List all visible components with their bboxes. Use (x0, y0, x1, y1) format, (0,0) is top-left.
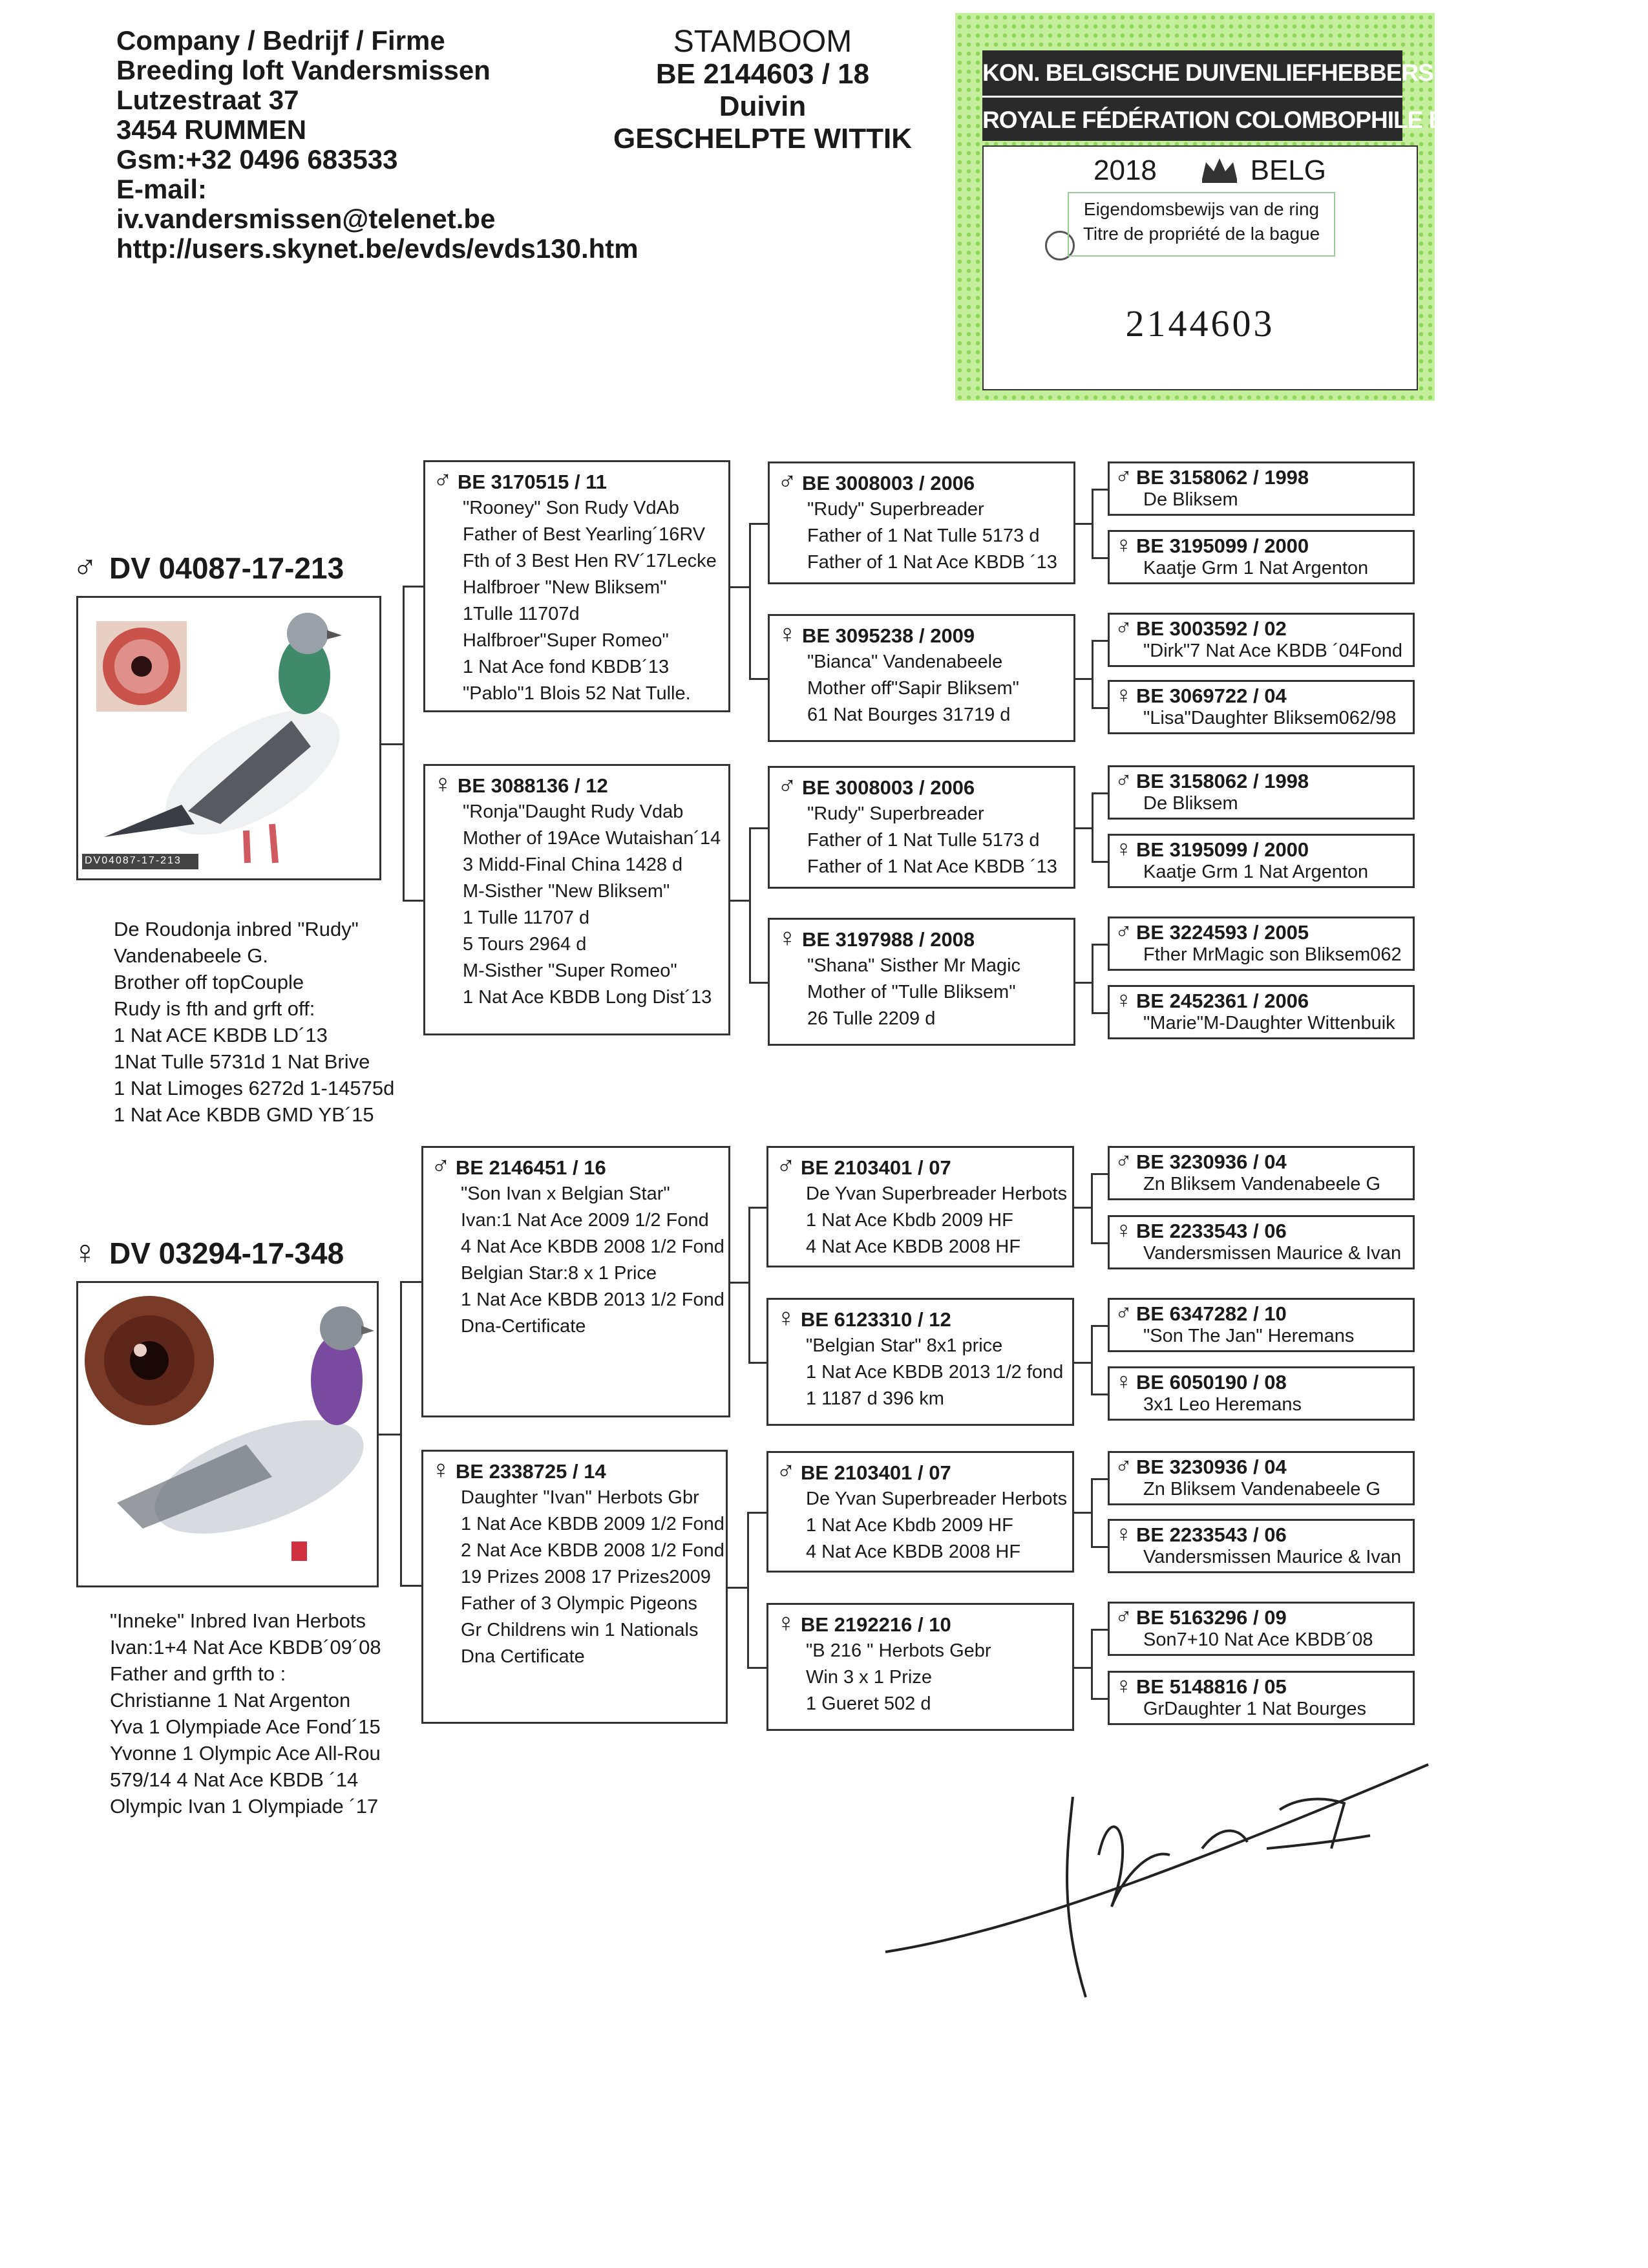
box-line: Kaatje Grm 1 Nat Argenton (1143, 558, 1369, 578)
female-symbol-icon: ♀ (776, 1609, 796, 1637)
pedigree-connector (1092, 944, 1093, 1012)
box-title (1115, 1218, 1409, 1242)
father-note-line: Vandenabeele G. (114, 944, 269, 967)
sire-box (423, 460, 730, 712)
ring-year: 2018 (1093, 154, 1157, 186)
mother-note-line: Christianne 1 Nat Argenton (110, 1689, 351, 1712)
female-symbol-icon: ♀ (1115, 681, 1132, 708)
male-symbol-icon: ♂ (1115, 767, 1132, 793)
pedigree-connector (749, 523, 768, 525)
company-line[interactable]: http://users.skynet.be/evds/evds130.htm (116, 233, 639, 264)
pedigree-connector (1091, 1478, 1093, 1546)
mother-note-line: Yvonne 1 Olympic Ace All-Rou (110, 1742, 381, 1765)
box-line: M-Sisther "Super Romeo" (463, 960, 677, 981)
company-line: Lutzestraat 37 (116, 85, 299, 115)
box-line: "Dirk"7 Nat Ace KBDB ´04Fond (1143, 641, 1402, 661)
mother-note-line: Father and grfth to : (110, 1662, 286, 1685)
box-title (1115, 683, 1409, 707)
pedigree-connector (730, 900, 749, 902)
pedigree-connector (1092, 792, 1108, 794)
pedigree-connector (730, 1282, 748, 1284)
pedigree-connector (1075, 678, 1092, 680)
pedigree-connector (400, 1281, 402, 1585)
box-ring: BE 3195099 / 2000 (1136, 838, 1309, 861)
box-line: "Bianca" Vandenabeele (807, 652, 1003, 672)
pedigree-header (582, 26, 944, 155)
box-title (776, 1610, 1067, 1638)
pigeon-mother-image (78, 1283, 377, 1585)
pedigree-connector (1091, 1173, 1108, 1175)
company-line[interactable]: iv.vandersmissen@telenet.be (116, 204, 496, 234)
box-line: 1 Nat Ace KBDB 2013 1/2 Fond (461, 1289, 724, 1310)
box-line: Vandersmissen Maurice & Ivan (1143, 1243, 1402, 1264)
box-ring: BE 3158062 / 1998 (1136, 466, 1309, 489)
box-ring: BE 6123310 / 12 (801, 1308, 951, 1331)
pedigree-connector (400, 1281, 421, 1283)
pedigree-connector (747, 1512, 749, 1667)
box-ring: BE 3095238 / 2009 (802, 624, 975, 647)
male-symbol-icon: ♂ (1115, 1452, 1132, 1479)
box-title (1115, 1454, 1409, 1478)
grandsire-box (766, 1146, 1074, 1267)
box-line: 19 Prizes 2008 17 Prizes2009 (461, 1567, 711, 1587)
box-line: Zn Bliksem Vandenabeele G (1143, 1174, 1381, 1194)
pedigree-connector (748, 1207, 766, 1209)
pedigree-connector (749, 827, 751, 982)
box-line: Daughter "Ivan" Herbots Gbr (461, 1487, 699, 1508)
box-ring: BE 3008003 / 2006 (802, 472, 975, 494)
box-line: De Bliksem (1143, 489, 1238, 510)
pedigree-connector (1074, 1362, 1091, 1364)
box-line: "Son Ivan x Belgian Star" (461, 1183, 670, 1204)
box-line: 3x1 Leo Heremans (1143, 1394, 1302, 1415)
father-photo (76, 596, 381, 880)
pedigree-connector (1091, 1242, 1108, 1244)
box-line: 4 Nat Ace KBDB 2008 HF (806, 1236, 1021, 1257)
box-line: Belgian Star:8 x 1 Price (461, 1263, 657, 1284)
male-symbol-icon: ♂ (777, 467, 797, 496)
pedigree-connector (747, 1512, 766, 1514)
box-line: 26 Tulle 2209 d (807, 1008, 936, 1029)
female-symbol-icon: ♀ (777, 620, 797, 648)
pigeon-ring: BE 2144603 / 18 (655, 58, 870, 90)
ring-country: BELG (1250, 154, 1326, 186)
box-line: De Bliksem (1143, 793, 1238, 814)
box-line: 1 Nat Ace fond KBDB´13 (463, 657, 670, 677)
great-granddam-box (1108, 1671, 1415, 1725)
male-symbol-icon: ♂ (777, 772, 797, 800)
pedigree-connector (1091, 1325, 1093, 1394)
box-ring: BE 3230936 / 04 (1136, 1456, 1287, 1478)
box-ring: BE 6347282 / 10 (1136, 1302, 1287, 1325)
mother-notes (110, 1607, 381, 1819)
box-ring: BE 3069722 / 04 (1136, 684, 1287, 707)
pedigree-connector (1074, 1667, 1091, 1669)
box-line: Zn Bliksem Vandenabeele G (1143, 1479, 1381, 1500)
pedigree-connector (403, 586, 424, 588)
male-symbol-icon: ♂ (1115, 1147, 1132, 1174)
box-line: 1 1187 d 396 km (806, 1388, 944, 1409)
box-line: M-Sisther "New Bliksem" (463, 881, 670, 902)
box-ring: BE 2233543 / 06 (1136, 1523, 1287, 1546)
box-line: Fth of 3 Best Hen RV´17Lecke (463, 551, 717, 571)
crown-icon (1197, 153, 1242, 185)
female-symbol-icon: ♀ (72, 1234, 98, 1271)
box-line: Father of 3 Olympic Pigeons (461, 1593, 697, 1614)
box-ring: BE 3195099 / 2000 (1136, 535, 1309, 557)
great-grandsire-box (1108, 1298, 1415, 1352)
box-ring: BE 2103401 / 07 (801, 1461, 951, 1484)
box-ring: BE 3170515 / 11 (458, 471, 607, 493)
box-ring: BE 2103401 / 07 (801, 1156, 951, 1179)
box-line: "Ronja"Daught Rudy Vdab (463, 801, 684, 822)
box-ring: BE 3224593 / 2005 (1136, 921, 1309, 944)
pedigree-connector (1092, 557, 1108, 559)
box-line: De Yvan Superbreader Herbots (806, 1489, 1068, 1509)
federation-name-nl: KON. BELGISCHE DUIVENLIEFHEBBERSBOND (982, 59, 1501, 86)
granddam-box (766, 1298, 1074, 1426)
pedigree-connector (749, 827, 768, 829)
male-symbol-icon: ♂ (431, 1152, 450, 1180)
pedigree-connector (1075, 523, 1092, 525)
mother-ring: DV 03294-17-348 (109, 1236, 344, 1270)
box-line: Father of 1 Nat Ace KBDB ´13 (807, 552, 1057, 573)
mother-label (72, 1233, 344, 1272)
father-photo-caption: DV04087-17-213 (85, 855, 182, 866)
box-title (777, 621, 1068, 649)
box-line: Halfbroer "New Bliksem" (463, 577, 667, 598)
father-note-line: Brother off topCouple (114, 971, 304, 993)
ring-label-fr: Titre de propriété de la bague (1083, 224, 1320, 244)
great-granddam-box (1108, 1215, 1415, 1269)
pedigree-connector (1091, 1546, 1108, 1548)
pedigree-connector (1091, 1698, 1108, 1700)
signature (879, 1758, 1435, 2004)
pedigree-connector (749, 678, 768, 680)
box-line: "Pablo"1 Blois 52 Nat Tulle. (463, 683, 691, 704)
dam-box (423, 764, 730, 1035)
box-title (1115, 768, 1409, 792)
box-line: 4 Nat Ace KBDB 2008 HF (806, 1542, 1021, 1562)
pedigree-connector (749, 523, 751, 678)
box-title (777, 773, 1068, 801)
company-line: Breeding loft Vandersmissen (116, 55, 491, 85)
box-ring: BE 2233543 / 06 (1136, 1220, 1287, 1242)
great-granddam-box (1108, 1366, 1415, 1421)
box-title (431, 1153, 723, 1181)
female-symbol-icon: ♀ (1115, 531, 1132, 558)
box-line: 1Tulle 11707d (463, 604, 580, 624)
box-title (1115, 533, 1409, 557)
box-line: Mother off"Sapir Bliksem" (807, 678, 1019, 699)
great-granddam-box (1108, 680, 1415, 734)
mother-note-line: "Inneke" Inbred Ivan Herbots (110, 1609, 366, 1632)
pedigree-connector (1092, 640, 1108, 642)
mother-note-line: Ivan:1+4 Nat Ace KBDB´09´08 (110, 1636, 381, 1659)
box-ring: BE 5163296 / 09 (1136, 1606, 1287, 1629)
ring-label-nl: Eigendomsbewijs van de ring (1083, 199, 1320, 219)
box-line: Father of Best Yearling´16RV (463, 524, 706, 545)
box-line: Halfbroer"Super Romeo" (463, 630, 669, 651)
box-line: 1 Gueret 502 d (806, 1693, 931, 1714)
box-line: Ivan:1 Nat Ace 2009 1/2 Fond (461, 1210, 709, 1231)
box-line: "Rooney" Son Rudy VdAb (463, 498, 679, 518)
pedigree-connector (1091, 1173, 1093, 1242)
box-ring: BE 2146451 / 16 (456, 1156, 606, 1179)
box-line: 61 Nat Bourges 31719 d (807, 705, 1011, 725)
box-line: Win 3 x 1 Prize (806, 1667, 932, 1688)
father-note-line: De Roudonja inbred "Rudy" (114, 918, 359, 940)
box-ring: BE 5148816 / 05 (1136, 1675, 1287, 1698)
male-symbol-icon: ♂ (1115, 614, 1132, 641)
pedigree-connector (1091, 1629, 1093, 1698)
female-symbol-icon: ♀ (1115, 1216, 1132, 1243)
pedigree-connector (1092, 1012, 1108, 1014)
box-ring: BE 3008003 / 2006 (802, 776, 975, 799)
dam-box (421, 1450, 728, 1724)
box-title (776, 1305, 1067, 1333)
company-line: Company / Bedrijf / Firme (116, 25, 445, 56)
female-symbol-icon: ♀ (433, 770, 452, 798)
box-line: Fther MrMagic son Bliksem062 (1143, 944, 1402, 965)
ring-number: 2144603 (1125, 302, 1275, 344)
granddam-box (768, 614, 1075, 742)
box-ring: BE 6050190 / 08 (1136, 1371, 1287, 1394)
box-title (776, 1458, 1067, 1486)
box-line: Vandersmissen Maurice & Ivan (1143, 1547, 1402, 1567)
box-line: 1 Nat Ace KBDB 2009 1/2 Fond (461, 1514, 724, 1534)
pedigree-connector (400, 1585, 421, 1587)
box-ring: BE 2192216 / 10 (801, 1613, 951, 1636)
box-title (1115, 1605, 1409, 1629)
box-line: Father of 1 Nat Tulle 5173 d (807, 525, 1040, 546)
pigeon-sex: Duivin (719, 90, 807, 122)
great-grandsire-box (1108, 1146, 1415, 1200)
male-symbol-icon: ♂ (776, 1457, 796, 1485)
father-note-line: 1 Nat ACE KBDB LD´13 (114, 1024, 328, 1046)
company-block (116, 26, 639, 264)
female-symbol-icon: ♀ (776, 1304, 796, 1332)
great-grandsire-box (1108, 765, 1415, 820)
male-symbol-icon: ♂ (1115, 1603, 1132, 1629)
box-line: Kaatje Grm 1 Nat Argenton (1143, 862, 1369, 882)
box-line: 2 Nat Ace KBDB 2008 1/2 Fond (461, 1540, 724, 1561)
father-ring: DV 04087-17-213 (109, 551, 344, 585)
great-grandsire-box (1108, 1451, 1415, 1505)
father-note-line: Rudy is fth and grft off: (114, 997, 315, 1020)
sire-box (421, 1146, 730, 1417)
box-line: Son7+10 Nat Ace KBDB´08 (1143, 1629, 1373, 1650)
pedigree-connector (749, 982, 768, 984)
box-title (1115, 988, 1409, 1012)
box-line: Dna Certificate (461, 1646, 585, 1667)
grandsire-box (768, 766, 1075, 889)
box-line: 3 Midd-Final China 1428 d (463, 854, 683, 875)
father-label (72, 548, 344, 587)
box-ring: BE 3003592 / 02 (1136, 617, 1287, 640)
mother-note-line: Yva 1 Olympiade Ace Fond´15 (110, 1715, 381, 1738)
male-symbol-icon: ♂ (1115, 1299, 1132, 1326)
box-line: Mother of "Tulle Bliksem" (807, 982, 1016, 1002)
pedigree-connector (1091, 1478, 1108, 1480)
great-grandsire-box (1108, 1602, 1415, 1656)
pedigree-connector (1091, 1629, 1108, 1631)
box-line: Father of 1 Nat Tulle 5173 d (807, 830, 1040, 851)
pedigree-connector (1092, 944, 1108, 946)
great-grandsire-box (1108, 613, 1415, 667)
box-title (1115, 1674, 1409, 1698)
box-ring: BE 2452361 / 2006 (1136, 990, 1309, 1012)
company-line: E-mail: (116, 174, 207, 204)
great-granddam-box (1108, 1519, 1415, 1573)
female-symbol-icon: ♀ (431, 1456, 450, 1484)
pedigree-connector (748, 1362, 766, 1364)
mother-note-line: Olympic Ivan 1 Olympiade ´17 (110, 1795, 379, 1818)
pedigree-connector (1075, 827, 1092, 829)
great-grandsire-box (1108, 461, 1415, 516)
box-title (1115, 837, 1409, 861)
female-symbol-icon: ♀ (777, 924, 797, 952)
box-line: 1 Nat Ace Kbdb 2009 HF (806, 1515, 1013, 1536)
box-line: "B 216 " Herbots Gebr (806, 1640, 991, 1661)
box-title (1115, 465, 1409, 489)
box-line: Dna-Certificate (461, 1316, 586, 1337)
female-symbol-icon: ♀ (1115, 986, 1132, 1013)
pedigree-connector (728, 1587, 747, 1589)
pedigree-connector (379, 1434, 400, 1436)
box-line: 4 Nat Ace KBDB 2008 1/2 Fond (461, 1236, 724, 1257)
federation-name-fr: ROYALE FÉDÉRATION COLOMBOPHILE BELGE (982, 96, 1402, 143)
pedigree-connector (403, 586, 405, 900)
pedigree-connector (730, 586, 749, 588)
box-title (433, 467, 723, 495)
great-granddam-box (1108, 834, 1415, 888)
female-symbol-icon: ♀ (1115, 1672, 1132, 1699)
box-line: 1 Nat Ace KBDB 2013 1/2 fond (806, 1362, 1064, 1383)
company-line: 3454 RUMMEN (116, 114, 307, 145)
male-symbol-icon: ♂ (776, 1152, 796, 1180)
mother-photo (76, 1281, 379, 1587)
box-title (433, 771, 723, 799)
pedigree-connector (1092, 489, 1108, 491)
box-ring: BE 3197988 / 2008 (802, 928, 975, 951)
pedigree-title: STAMBOOM (673, 25, 852, 59)
pedigree-connector (381, 743, 403, 745)
pedigree-connector (1075, 982, 1092, 984)
box-title (1115, 1370, 1409, 1394)
box-title (777, 925, 1068, 953)
box-line: 1 Nat Ace Kbdb 2009 HF (806, 1210, 1013, 1231)
box-title (1115, 1149, 1409, 1173)
box-line: "Lisa"Daughter Bliksem062/98 (1143, 708, 1397, 728)
box-line: "Shana" Sisther Mr Magic (807, 955, 1021, 976)
box-line: De Yvan Superbreader Herbots (806, 1183, 1068, 1204)
pedigree-connector (1092, 707, 1108, 709)
pedigree-connector (747, 1667, 766, 1669)
pedigree-connector (1074, 1512, 1091, 1514)
male-symbol-icon: ♂ (72, 549, 98, 586)
box-title (431, 1457, 721, 1485)
female-symbol-icon: ♀ (1115, 1520, 1132, 1547)
pedigree-connector (1091, 1325, 1108, 1327)
great-granddam-box (1108, 985, 1415, 1039)
female-symbol-icon: ♀ (1115, 1368, 1132, 1394)
federation-header (982, 50, 1508, 141)
box-line: "Son The Jan" Heremans (1143, 1326, 1355, 1346)
granddam-box (766, 1603, 1074, 1731)
pedigree-connector (1092, 792, 1093, 861)
great-granddam-box (1108, 530, 1415, 584)
granddam-box (768, 918, 1075, 1046)
pedigree-connector (1074, 1207, 1091, 1209)
pedigree-connector (748, 1207, 750, 1362)
box-line: Gr Childrens win 1 Nationals (461, 1620, 699, 1640)
pedigree-connector (1092, 640, 1093, 707)
father-notes (114, 916, 394, 1128)
box-ring: BE 3158062 / 1998 (1136, 770, 1309, 792)
grandsire-box (766, 1451, 1074, 1573)
box-title (776, 1153, 1067, 1181)
box-title (1115, 920, 1409, 944)
mother-note-line: 579/14 4 Nat Ace KBDB ´14 (110, 1768, 359, 1791)
box-ring: BE 2338725 / 14 (456, 1460, 606, 1483)
pedigree-connector (1092, 489, 1093, 557)
box-line: "Marie"M-Daughter Wittenbuik (1143, 1013, 1395, 1033)
father-note-line: 1 Nat Ace KBDB GMD YB´15 (114, 1103, 374, 1126)
box-line: Mother of 19Ace Wutaishan´14 (463, 828, 721, 849)
father-note-line: 1 Nat Limoges 6272d 1-14575d (114, 1077, 395, 1099)
box-title (1115, 1301, 1409, 1325)
box-line: "Belgian Star" 8x1 price (806, 1335, 1003, 1356)
box-line: 1 Tulle 11707 d (463, 907, 590, 928)
box-title (1115, 616, 1409, 640)
male-symbol-icon: ♂ (1115, 918, 1132, 944)
grandsire-box (768, 461, 1075, 584)
pedigree-connector (1091, 1394, 1108, 1395)
box-line: Father of 1 Nat Ace KBDB ´13 (807, 856, 1057, 877)
box-title (1115, 1522, 1409, 1546)
box-line: "Rudy" Superbreader (807, 499, 984, 520)
pedigree-connector (403, 900, 424, 902)
male-symbol-icon: ♂ (1115, 463, 1132, 489)
father-note-line: 1Nat Tulle 5731d 1 Nat Brive (114, 1050, 370, 1073)
pigeon-father-image (78, 598, 379, 878)
box-title (777, 469, 1068, 496)
company-line: Gsm:+32 0496 683533 (116, 144, 398, 175)
great-grandsire-box (1108, 917, 1415, 971)
pigeon-color: GESCHELPTE WITTIK (613, 123, 912, 154)
ring-card-inner (982, 145, 1418, 390)
box-line: 1 Nat Ace KBDB Long Dist´13 (463, 987, 712, 1008)
ring-ownership-card (955, 13, 1508, 401)
ring-label-box (1068, 192, 1335, 257)
box-line: 5 Tours 2964 d (463, 934, 587, 955)
male-symbol-icon: ♂ (433, 466, 452, 494)
box-line: GrDaughter 1 Nat Bourges (1143, 1699, 1366, 1719)
box-ring: BE 3230936 / 04 (1136, 1150, 1287, 1173)
box-line: "Rudy" Superbreader (807, 803, 984, 824)
pedigree-connector (1092, 861, 1108, 863)
box-ring: BE 3088136 / 12 (458, 774, 608, 797)
female-symbol-icon: ♀ (1115, 835, 1132, 862)
